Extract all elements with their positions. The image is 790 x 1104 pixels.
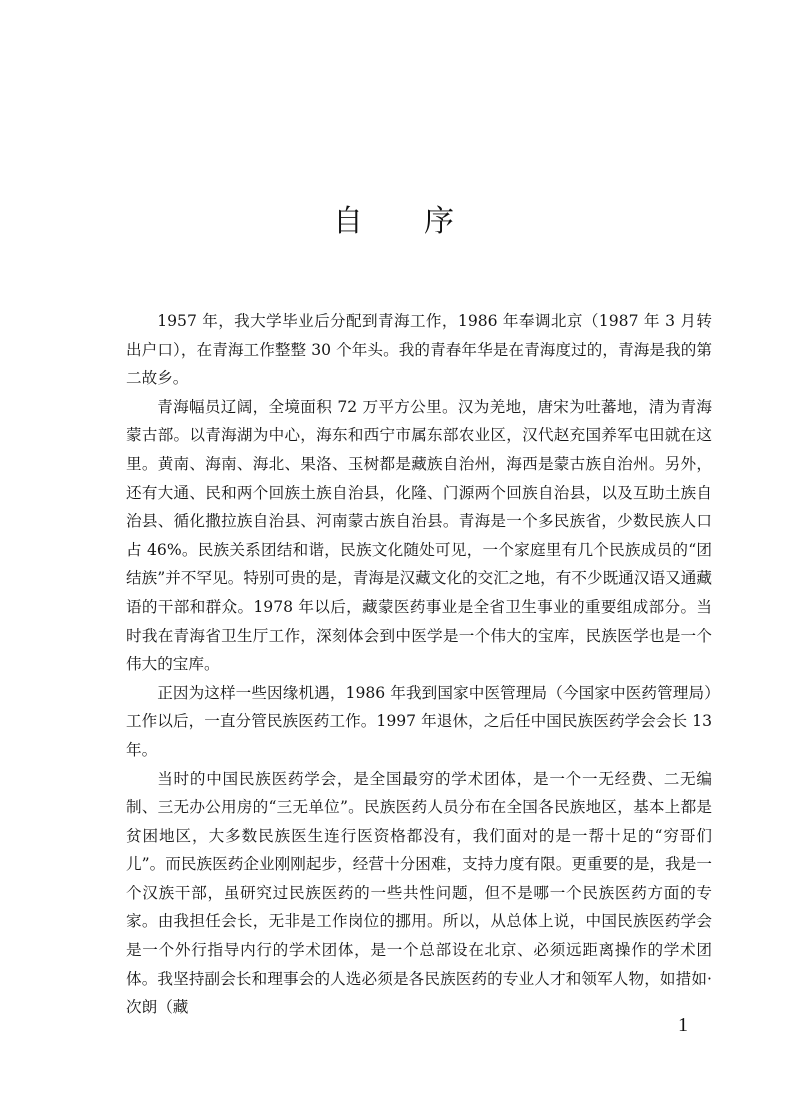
paragraph: 正因为这样一些因缘机遇，1986 年我到国家中医管理局（今国家中医药管理局）工作以后，一直分管民族医药工作。1997 年退休，之后任中国民族医药学会会长 13 年。 bbox=[126, 683, 712, 759]
title-char-1: 自 bbox=[333, 204, 366, 239]
page-title bbox=[0, 196, 790, 240]
page-number: 1 bbox=[678, 1014, 688, 1036]
title-char-2: 序 bbox=[424, 204, 457, 239]
paragraph: 1957 年，我大学毕业后分配到青海工作，1986 年奉调北京（1987 年 3 月转出户口），在青海工作整整 30 个年头。我的青春年华是在青海度过的，青海是我的第二故乡。 bbox=[126, 312, 712, 388]
paragraph: 青海幅员辽阔，全境面积 72 万平方公里。汉为羌地，唐宋为吐蕃地，清为青海蒙古部。以青海湖为中心，海东和西宁市属东部农业区，汉代赵充国养军屯田就在这里。黄南、海南、海北、果洛、玉树都是藏族自治州，海西是蒙古族自治州。另外，还有大通、民和两个回族土族自治县，化隆、门源两个回族自治县，以及互助土族自治县、循化撒拉族自治县、河南蒙古族自治县。青海是一个多民族省，少数民族人口占 46%。民族关系团结和谐，民族文化随处可见，一个家庭里有几个民族成员的“团结族”并不罕见。特别可贵的是，青海是汉藏文化的交汇之地，有不少既通汉语又通藏语的干部和群众。1978 年以后，藏蒙医药事业是全省卫生事业的重要组成部分。当时我在青海省卫生厅工作，深刻体会到中医学是一个伟大的宝库，民族医学也是一个伟大的宝库。 bbox=[126, 397, 712, 674]
paragraph: 当时的中国民族医药学会，是全国最穷的学术团体，是一个一无经费、二无编制、三无办公用房的“三无单位”。民族医药人员分布在全国各民族地区，基本上都是贫困地区，大多数民族医生连行医资格都没有，我们面对的是一帮十足的“穷哥们儿”。而民族医药企业刚刚起步，经营十分困难，支持力度有限。更重要的是，我是一个汉族干部，虽研究过民族医药的一些共性问题，但不是哪一个民族医药方面的专家。由我担任会长，无非是工作岗位的挪用。所以，从总体上说，中国民族医药学会是一个外行指导内行的学术团体，是一个总部设在北京、必须远距离操作的学术团体。我坚持副会长和理事会的人选必须是各民族医药的专业人才和领军人物，如措如·次朗（藏 bbox=[126, 769, 712, 1017]
body-text bbox=[126, 307, 712, 1022]
